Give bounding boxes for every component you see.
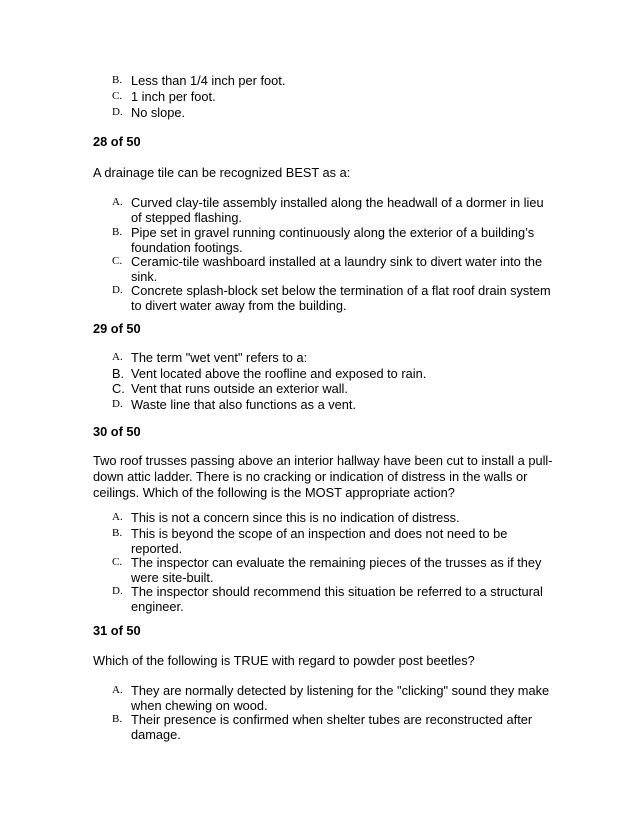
question-number: 31 of 50	[93, 623, 141, 638]
option-letter: D.	[112, 585, 123, 597]
option-letter: C.	[112, 90, 123, 102]
option-text: The term "wet vent" refers to a:	[131, 350, 308, 365]
option-text: The inspector should recommend this situation be referred to a structural engineer.	[131, 584, 543, 614]
option-letter: B.	[112, 713, 123, 725]
option-text: The inspector can evaluate the remaining pieces of the trusses as if they were site-built.	[131, 555, 542, 585]
question-number: 29 of 50	[93, 321, 141, 336]
option-letter: D.	[112, 106, 123, 118]
option-letter: D.	[112, 398, 123, 410]
option-letter: B.	[112, 527, 123, 539]
question-number: 30 of 50	[93, 424, 141, 439]
option-letter: C.	[112, 381, 125, 396]
option-letter: B.	[112, 74, 123, 86]
question-number: 28 of 50	[93, 134, 141, 149]
option-letter: A.	[112, 351, 123, 363]
option-text: This is beyond the scope of an inspection and does not need to be reported.	[131, 526, 508, 556]
option-text: Pipe set in gravel running continuously along the exterior of a building’s foundation footings.	[131, 225, 535, 255]
option-letter: B.	[112, 366, 125, 381]
option-text: This is not a concern since this is no indication of distress.	[131, 510, 460, 525]
option-letter: A.	[112, 684, 123, 696]
option-letter: A.	[112, 196, 123, 208]
option-text: They are normally detected by listening for the "clicking" sound they make when chewing on wood.	[131, 683, 550, 713]
option-letter: D.	[112, 284, 123, 296]
option-letter: B.	[112, 226, 123, 238]
option-text: Ceramic-tile washboard installed at a laundry sink to divert water into the sink.	[131, 254, 543, 284]
option-text: Their presence is confirmed when shelter tubes are reconstructed after damage.	[131, 712, 533, 742]
option-text: 1 inch per foot.	[131, 89, 216, 104]
option-text: Concrete splash-block set below the termination of a flat roof drain system to divert water away from the building.	[131, 283, 551, 313]
question-prompt: Two roof trusses passing above an interior hallway have been cut to install a pull-down attic ladder. There is no cracking or indication of distress in the walls or ceilings. Which of the following is the MOST appropriate action?	[93, 453, 553, 500]
option-text: Less than 1/4 inch per foot.	[131, 73, 286, 88]
option-letter: C.	[112, 255, 123, 267]
option-text: Waste line that also functions as a vent.	[131, 397, 357, 412]
option-letter: C.	[112, 556, 123, 568]
option-text: Curved clay-tile assembly installed along the headwall of a dormer in lieu of stepped flashing.	[131, 195, 544, 225]
question-prompt: Which of the following is TRUE with regard to powder post beetles?	[93, 653, 475, 668]
option-text: Vent located above the roofline and exposed to rain.	[131, 366, 427, 381]
option-text: Vent that runs outside an exterior wall.	[131, 381, 348, 396]
option-text: No slope.	[131, 105, 186, 120]
option-letter: A.	[112, 511, 123, 523]
question-prompt: A drainage tile can be recognized BEST as a:	[93, 165, 351, 180]
